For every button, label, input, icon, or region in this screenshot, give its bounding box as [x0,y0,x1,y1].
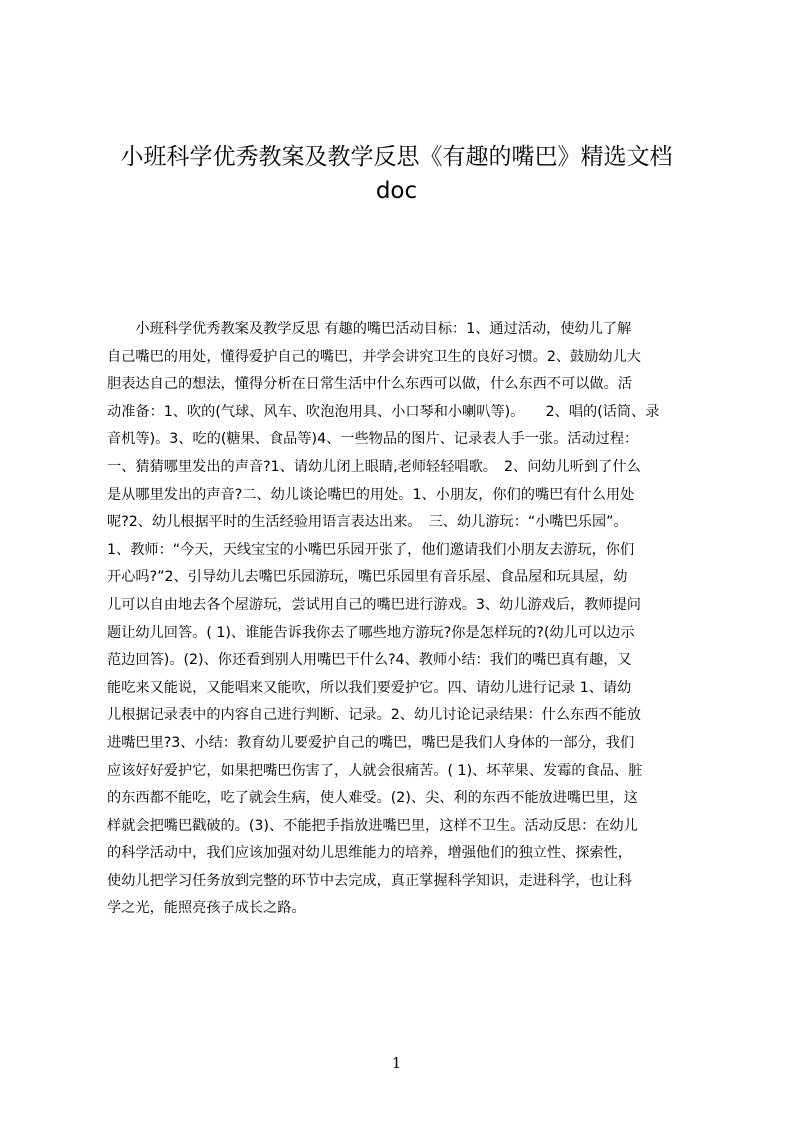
body-line: 进嘴巴里?3、小结：教育幼儿要爱护自己的嘴巴，嘴巴是我们人身体的一部分，我们 [107,734,635,751]
body-line: 1、教师：“今天，天线宝宝的小嘴巴乐园开张了，他们邀请我们小朋友去游玩，你们 [107,541,635,558]
body-line: 的科学活动中，我们应该加强对幼儿思维能力的培养，增强他们的独立性、探索性， [107,845,632,862]
body-line: 的东西都不能吃，吃了就会生病，使人难受。(2)、尖、利的东西不能放进嘴巴里，这 [107,790,638,807]
document-body [107,316,697,923]
body-line: 小班科学优秀教案及教学反思 有趣的嘴巴活动目标：1、通过活动，使幼儿了解 [107,321,632,337]
body-line: 范边回答)。(2)、你还看到别人用嘴巴干什么?4、教师小结：我们的嘴巴真有趣，又 [107,652,632,669]
body-line: 样就会把嘴巴戳破的。(3)、不能把手指放进嘴巴里，这样不卫生。活动反思：在幼儿 [107,817,638,834]
body-line: 学之光，能照亮孩子成长之路。 [107,900,306,917]
title-line-2: doc [375,178,418,204]
body-line: 题让幼儿回答。( 1)、谁能告诉我你去了哪些地方游玩?你是怎样玩的?(幼儿可以边示 [107,624,635,641]
body-line: 音机等)。3、吃的(糖果、食品等)4、一些物品的图片、记录表人手一张。活动过程： [107,431,639,448]
body-line: 动准备：1、吹的(气球、风车、吹泡泡用具、小口琴和小喇叭等)。 2、唱的(话筒、录 [107,403,660,420]
page-number: 1 [391,1054,402,1072]
body-line: 应该好好爱护它，如果把嘴巴伤害了，人就会很痛苦。( 1)、坏苹果、发霉的食品、脏 [107,762,643,779]
body-line: 一、猜猜哪里发出的声音?1、请幼儿闭上眼睛,老师轻轻唱歌。 2、问幼儿听到了什么 [107,458,641,475]
body-line: 使幼儿把学习任务放到完整的环节中去完成，真正掌握科学知识，走进科学，也让科 [107,872,632,889]
body-line: 自己嘴巴的用处，懂得爱护自己的嘴巴，并学会讲究卫生的良好习惯。2、鼓励幼儿大 [107,348,641,365]
body-line: 胆表达自己的想法，懂得分析在日常生活中什么东西可以做，什么东西不可以做。活 [107,376,632,393]
title-line-1: 小班科学优秀教案及教学反思《有趣的嘴巴》精选文档 [120,144,673,170]
body-line: 是从哪里发出的声音?二、幼儿谈论嘴巴的用处。1、小朋友，你们的嘴巴有什么用处 [107,486,635,503]
body-line: 儿可以自由地去各个屋游玩，尝试用自己的嘴巴进行游戏。3、幼儿游戏后，教师提问 [107,596,641,613]
body-line: 呢?2、幼儿根据平时的生活经验用语言表达出来。 三、幼儿游玩：“小嘴巴乐园”。 [107,514,628,531]
body-line: 能吃来又能说，又能唱来又能吹，所以我们要爱护它。四、请幼儿进行记录 1、请幼 [107,679,632,696]
body-line: 儿根据记录表中的内容自己进行判断、记录。2、幼儿讨论记录结果：什么东西不能放 [107,707,641,724]
document-title [60,140,733,208]
body-line: 开心吗?”2、引导幼儿去嘴巴乐园游玩，嘴巴乐园里有音乐屋、食品屋和玩具屋，幼 [107,569,628,586]
